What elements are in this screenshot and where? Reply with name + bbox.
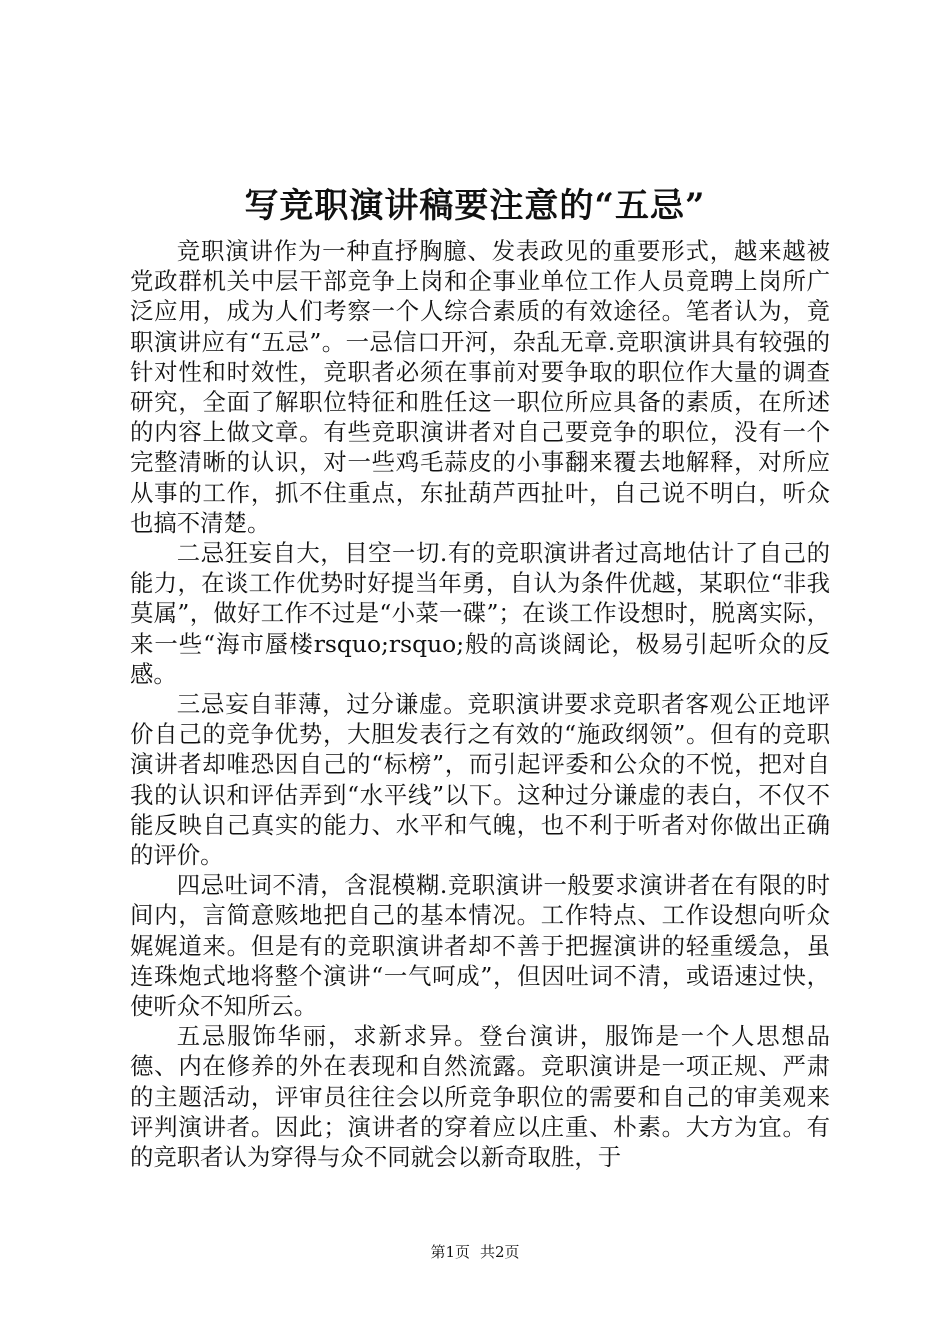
page-footer <box>0 1242 950 1262</box>
page-number: 第1页 <box>430 1243 470 1261</box>
body-paragraph: 二忌狂妄自大，目空一切.有的竞职演讲者过高地估计了自己的能力，在谈工作优势时好提当年勇，自认为条件优越，某职位“非我莫属”，做好工作不过是“小菜一碟”；在谈工作设想时，脱离实际，来一些“海市蜃楼rsquo;rsquo;般的高谈阔论，极易引起听众的反感。 <box>130 539 830 688</box>
body-paragraph: 三忌妄自菲薄，过分谦虚。竞职演讲要求竞职者客观公正地评价自己的竞争优势，大胆发表行之有效的“施政纲领”。但有的竞职演讲者却唯恐因自己的“标榜”，而引起评委和公众的不悦，把对自我的认识和评估弄到“水平线”以下。这种过分谦虚的表白，不仅不能反映自己真实的能力、水平和气魄，也不利于听者对你做出正确的评价。 <box>130 690 830 870</box>
body-paragraph: 竞职演讲作为一种直抒胸臆、发表政见的重要形式，越来越被党政群机关中层干部竞争上岗和企事业单位工作人员竟聘上岗所广泛应用，成为人们考察一个人综合素质的有效途径。笔者认为，竟职演讲应有“五忌”。一忌信口开河，杂乱无章.竞职演讲具有较强的针对性和时效性，竞职者必须在事前对要争取的职位作大量的调查研究，全面了解职位特征和胜任这一职位所应具备的素质，在所述的内容上做文章。有些竞职演讲者对自己要竞争的职位，没有一个完整清晰的认识，对一些鸡毛蒜皮的小事翻来覆去地解释，对所应从事的工作，抓不住重点，东扯葫芦西扯叶，自己说不明白，听众也搞不清楚。 <box>130 237 830 537</box>
body-paragraph: 五忌服饰华丽，求新求异。登台演讲，服饰是一个人思想品德、内在修养的外在表现和自然流露。竞职演讲是一项正规、严肃的主题活动，评审员往往会以所竞争职位的需要和自己的审美观来评判演讲者。因此；演讲者的穿着应以庄重、朴素。大方为宜。有的竞职者认为穿得与众不同就会以新奇取胜，于 <box>130 1022 830 1172</box>
body-paragraph: 四忌吐词不清，含混模糊.竞职演讲一般要求演讲者在有限的时间内，言简意赅地把自己的基本情况。工作特点、工作设想向听众娓娓道来。但是有的竞职演讲者却不善于把握演讲的轻重缓急，虽连珠炮式地将整个演讲“一气呵成”，但因吐词不清，或语速过快，使听众不知所云。 <box>130 871 830 1021</box>
page-total: 共2页 <box>480 1243 520 1261</box>
document-title: 写竞职演讲稿要注意的“五忌” <box>244 186 706 226</box>
document-body <box>130 236 830 1172</box>
